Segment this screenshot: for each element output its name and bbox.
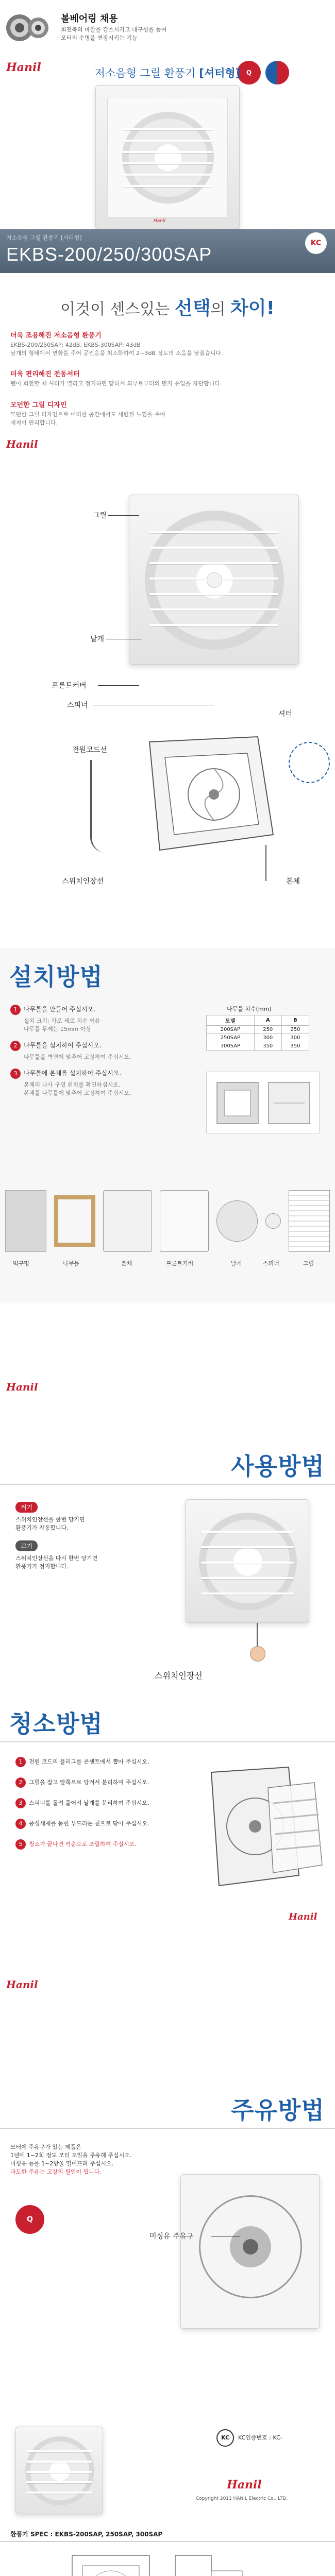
table-cell: 350 bbox=[254, 1042, 281, 1050]
install-step-2-sub-1: 나무틀을 벽면에 맞추어 고정하여 주십시오. bbox=[24, 1054, 131, 1060]
table-cell: 250SAP bbox=[207, 1034, 255, 1042]
brand-logo: Hanil bbox=[6, 61, 41, 74]
brand-logo-4: Hanil bbox=[289, 1911, 317, 1922]
feature-3-title: 모던한 그릴 디자인 bbox=[10, 401, 67, 409]
install-diagram bbox=[206, 1072, 320, 1133]
usage-title: 사용방법 bbox=[231, 1452, 325, 1480]
oiling-title: 주유방법 bbox=[231, 2096, 325, 2124]
feature-2-line-1: 팬이 회전할 때 셔터가 열리고 정지하면 닫혀서 외부로부터의 먼지 유입을 차단합니다. bbox=[10, 380, 222, 387]
frame-size-table bbox=[206, 1015, 309, 1050]
oiling-motor-image bbox=[180, 2174, 320, 2329]
oiling-line-1: 모터에 주유구가 있는 제품은 bbox=[10, 2144, 82, 2150]
cleaning-divider bbox=[0, 1741, 335, 1742]
cleaning-step-1: 1 전원 코드의 플러그를 콘센트에서 뽑아 주십시오. bbox=[15, 1757, 180, 1767]
switch-cord-line bbox=[265, 845, 266, 881]
frame-table-title: 나무틀 치수(mm) bbox=[227, 1006, 272, 1012]
usage-off-badge: 끄기 bbox=[15, 1540, 38, 1551]
quality-badge: Q bbox=[237, 61, 261, 84]
usage-hand-icon bbox=[250, 1646, 265, 1662]
cleaning-section bbox=[0, 1690, 335, 2009]
cleaning-step-3: 3 스피너를 돌려 풀어서 날개를 분리하여 주십시오. bbox=[15, 1798, 180, 1808]
usage-on-badge: 켜기 bbox=[15, 1502, 38, 1513]
fan-grill bbox=[107, 97, 228, 217]
parts-icon-spinner bbox=[265, 1213, 281, 1229]
power-cord-line bbox=[90, 760, 126, 853]
oiling-line-2: 1년에 1~2회 정도 모터 오일을 주유해 주십시오. bbox=[10, 2152, 132, 2159]
cleaning-step-3-text: 스피너를 돌려 풀어서 날개를 분리하여 주십시오. bbox=[29, 1800, 149, 1806]
specs-fan-image bbox=[15, 2427, 103, 2514]
install-step-2: 2 나무틀을 설치하여 주십시오. bbox=[10, 1041, 102, 1051]
parts-icon-grill bbox=[289, 1190, 330, 1252]
quality-badge-2: Q bbox=[15, 2205, 44, 2234]
parts-icon-wall bbox=[5, 1190, 46, 1252]
label-power-cord: 전원코드선 bbox=[72, 746, 107, 754]
table-row bbox=[207, 1026, 309, 1034]
headline-part-4: 차이! bbox=[230, 298, 275, 319]
table-cell: 250 bbox=[254, 1026, 281, 1034]
table-cell: 300SAP bbox=[207, 1042, 255, 1050]
oiling-line-3: 미싱유 등을 1~2방울 떨어뜨려 주십시오. bbox=[10, 2160, 114, 2167]
copyright: Copyright 2011 HANIL Electric Co., LTD. bbox=[196, 2496, 288, 2501]
cleaning-title: 청소방법 bbox=[9, 1710, 103, 1738]
table-row bbox=[207, 1042, 309, 1050]
label-front-cover: 프론트커버 bbox=[52, 682, 87, 690]
spinner-knob bbox=[207, 572, 222, 588]
specs-section bbox=[0, 2401, 335, 2576]
shutter-highlight bbox=[289, 742, 330, 783]
label-switch-cord: 스위치인장선 bbox=[62, 877, 104, 886]
feature-1-title: 더욱 조용해진 저소음형 환풍기 bbox=[10, 332, 102, 340]
usage-cord-line bbox=[257, 1623, 258, 1649]
install-section bbox=[0, 948, 335, 1303]
model-banner bbox=[0, 229, 335, 273]
label-blade: 날개 bbox=[90, 635, 105, 643]
parts-fan-front bbox=[129, 495, 299, 665]
step-3-text: 나무틀에 본체를 설치하여 주십시오. bbox=[24, 1070, 122, 1077]
table-cell: 250 bbox=[281, 1026, 309, 1034]
oiling-divider bbox=[0, 2128, 335, 2129]
hero-section bbox=[0, 0, 335, 273]
leader-front-cover bbox=[98, 685, 139, 686]
kc-cert-number: KC인증번호 : KC- bbox=[238, 2434, 282, 2441]
cleaning-exploded-view bbox=[196, 1752, 325, 1906]
parts-icon-front-cover bbox=[160, 1190, 209, 1252]
feature-2-title: 더욱 편리해진 전동셔터 bbox=[10, 370, 80, 378]
cleaning-step-1-text: 전원 코드의 플러그를 콘센트에서 뽑아 주십시오. bbox=[29, 1758, 149, 1765]
parts-caption-wall: 벽구멍 bbox=[13, 1260, 29, 1267]
parts-caption-body: 본체 bbox=[121, 1260, 132, 1267]
label-body: 본체 bbox=[286, 877, 300, 886]
step-2-text: 나무틀을 설치하여 주십시오. bbox=[24, 1042, 102, 1049]
table-cell: 200SAP bbox=[207, 1026, 255, 1034]
feature-3-line-1: 모던한 그릴 디자인으로 어떠한 공간에서도 세련된 느낌을 주며 bbox=[10, 411, 165, 418]
usage-divider bbox=[0, 1484, 335, 1485]
hero-fan-image bbox=[95, 85, 240, 229]
kc-mark-label: KC bbox=[310, 239, 322, 247]
product-title bbox=[0, 65, 335, 80]
model-subcaption: 저소음형 그릴 환풍기 [셔터형] bbox=[6, 234, 82, 241]
install-step-1-sub-2: 나무틀 두께는 15mm 이상 bbox=[24, 1026, 91, 1032]
install-parts-strip bbox=[5, 1190, 330, 1283]
brand-logo-6: Hanil bbox=[227, 2478, 262, 2492]
features-headline bbox=[0, 294, 335, 320]
usage-on-desc-2: 환풍기가 작동합니다. bbox=[15, 1524, 69, 1531]
model-name: EKBS-200/250/300SAP bbox=[6, 244, 212, 265]
frame-table-head bbox=[207, 1015, 309, 1026]
step-1-text: 나무틀을 만들어 주십시오. bbox=[24, 1006, 95, 1013]
table-cell: 300 bbox=[281, 1034, 309, 1042]
parts-icon-frame bbox=[54, 1195, 95, 1247]
brand-logo-3: Hanil bbox=[6, 1381, 38, 1393]
bearing-desc-1: 회전축의 마찰을 감소시키고 내구성을 높여 bbox=[61, 26, 167, 33]
parts-icon-blade bbox=[216, 1200, 258, 1242]
frame-th: B bbox=[281, 1015, 309, 1026]
frame-th: 모델 bbox=[207, 1015, 255, 1026]
kc-mark bbox=[305, 232, 327, 254]
bearing-image bbox=[4, 10, 51, 45]
install-step-3: 3 나무틀에 본체를 설치하여 주십시오. bbox=[10, 1069, 121, 1079]
table-cell: 300 bbox=[254, 1034, 281, 1042]
bearing-desc-2: 모터의 수명을 연장시키는 기능 bbox=[61, 35, 138, 41]
frame-th: A bbox=[254, 1015, 281, 1026]
headline-part-3: 의 bbox=[210, 300, 231, 318]
install-title: 설치방법 bbox=[9, 963, 103, 991]
cleaning-step-2: 2 그릴을 잡고 앞쪽으로 당겨서 분리하여 주십시오. bbox=[15, 1777, 180, 1788]
spec-title: 환풍기 SPEC : EKBS-200SAP, 250SAP, 300SAP bbox=[10, 2531, 163, 2538]
leader-grill bbox=[108, 515, 139, 516]
cleaning-step-5: 5 청소가 끝나면 역순으로 조립하여 주십시오. bbox=[15, 1839, 180, 1850]
spec-dimension-drawing bbox=[62, 2550, 268, 2576]
parts-icon-body bbox=[103, 1190, 152, 1252]
parts-caption-front-cover: 프론트커버 bbox=[166, 1260, 194, 1267]
kc-cert-icon: KC bbox=[216, 2429, 234, 2447]
usage-on-desc-1: 스위치인장선을 한번 당기면 bbox=[15, 1516, 85, 1523]
parts-fan-back bbox=[129, 732, 283, 855]
oil-port-label: 미싱유 주유구 bbox=[149, 2232, 194, 2241]
install-step-3-sub-2: 본체를 나무틀에 맞추어 고정하여 주십시오. bbox=[24, 1090, 131, 1096]
cleaning-step-4-text: 중성세제를 묻힌 부드러운 천으로 닦아 주십시오. bbox=[29, 1820, 149, 1827]
cleaning-step-5-text: 청소가 끝나면 역순으로 조립하여 주십시오. bbox=[29, 1841, 137, 1848]
install-step-3-sub-1: 본체의 나사 구멍 위치를 확인하십시오. bbox=[24, 1081, 121, 1088]
headline-part-2: 선택 bbox=[174, 298, 211, 319]
table-row bbox=[207, 1034, 309, 1042]
fan-brand-label: Hanil bbox=[154, 218, 165, 224]
cleaning-step-4: 4 중성세제를 묻힌 부드러운 천으로 닦아 주십시오. bbox=[15, 1819, 180, 1829]
usage-off-desc-1: 스위치인장선을 다시 한번 당기면 bbox=[15, 1555, 98, 1562]
brand-logo-2: Hanil bbox=[6, 438, 38, 450]
parts-caption-spinner: 스피너 bbox=[263, 1260, 279, 1267]
usage-section bbox=[0, 1381, 335, 1690]
install-step-1-sub-1: 설치 크기: 가로 세로 치수 여유 bbox=[24, 1018, 100, 1024]
label-grill: 그릴 bbox=[93, 512, 107, 520]
usage-fan-image bbox=[186, 1499, 309, 1623]
feature-1-line-2: 날개의 형태에서 변화를 주어 공진음을 최소화하여 2~3dB 정도의 소음을 낮췄습니다. bbox=[10, 350, 223, 357]
table-cell: 350 bbox=[281, 1042, 309, 1050]
usage-off-desc-2: 환풍기가 정지합니다. bbox=[15, 1563, 69, 1570]
oiling-section bbox=[0, 2009, 335, 2401]
feature-1-line-1: EKBS-200/250SAP: 42dB, EKBS-300SAP: 43dB bbox=[10, 342, 141, 348]
usage-switch-cord-label: 스위치인장선 bbox=[155, 1671, 203, 1681]
parts-caption-blade: 날개 bbox=[231, 1260, 242, 1267]
install-step-1: 1 나무틀을 만들어 주십시오. bbox=[10, 1005, 95, 1015]
parts-caption-frame: 나무틀 bbox=[63, 1260, 79, 1267]
bearing-title: 볼베어링 채용 bbox=[61, 13, 118, 24]
product-title-prefix: 저소음형 그릴 환풍기 bbox=[94, 67, 199, 79]
parts-section bbox=[0, 464, 335, 963]
brand-logo-5: Hanil bbox=[6, 1978, 38, 1991]
parts-caption-grill: 그릴 bbox=[303, 1260, 314, 1267]
headline-part-1: 이것이 센스있는 bbox=[60, 300, 175, 318]
label-spinner: 스피너 bbox=[67, 701, 88, 709]
oiling-line-4: 과도한 주유는 고장의 원인이 됩니다. bbox=[10, 2168, 102, 2175]
cleaning-step-2-text: 그릴을 잡고 앞쪽으로 당겨서 분리하여 주십시오. bbox=[29, 1779, 149, 1786]
product-title-bracket: [셔터형] bbox=[199, 67, 241, 79]
label-shutter: 셔터 bbox=[278, 710, 293, 718]
feature-3-line-2: 세척이 편리합니다. bbox=[10, 419, 58, 426]
